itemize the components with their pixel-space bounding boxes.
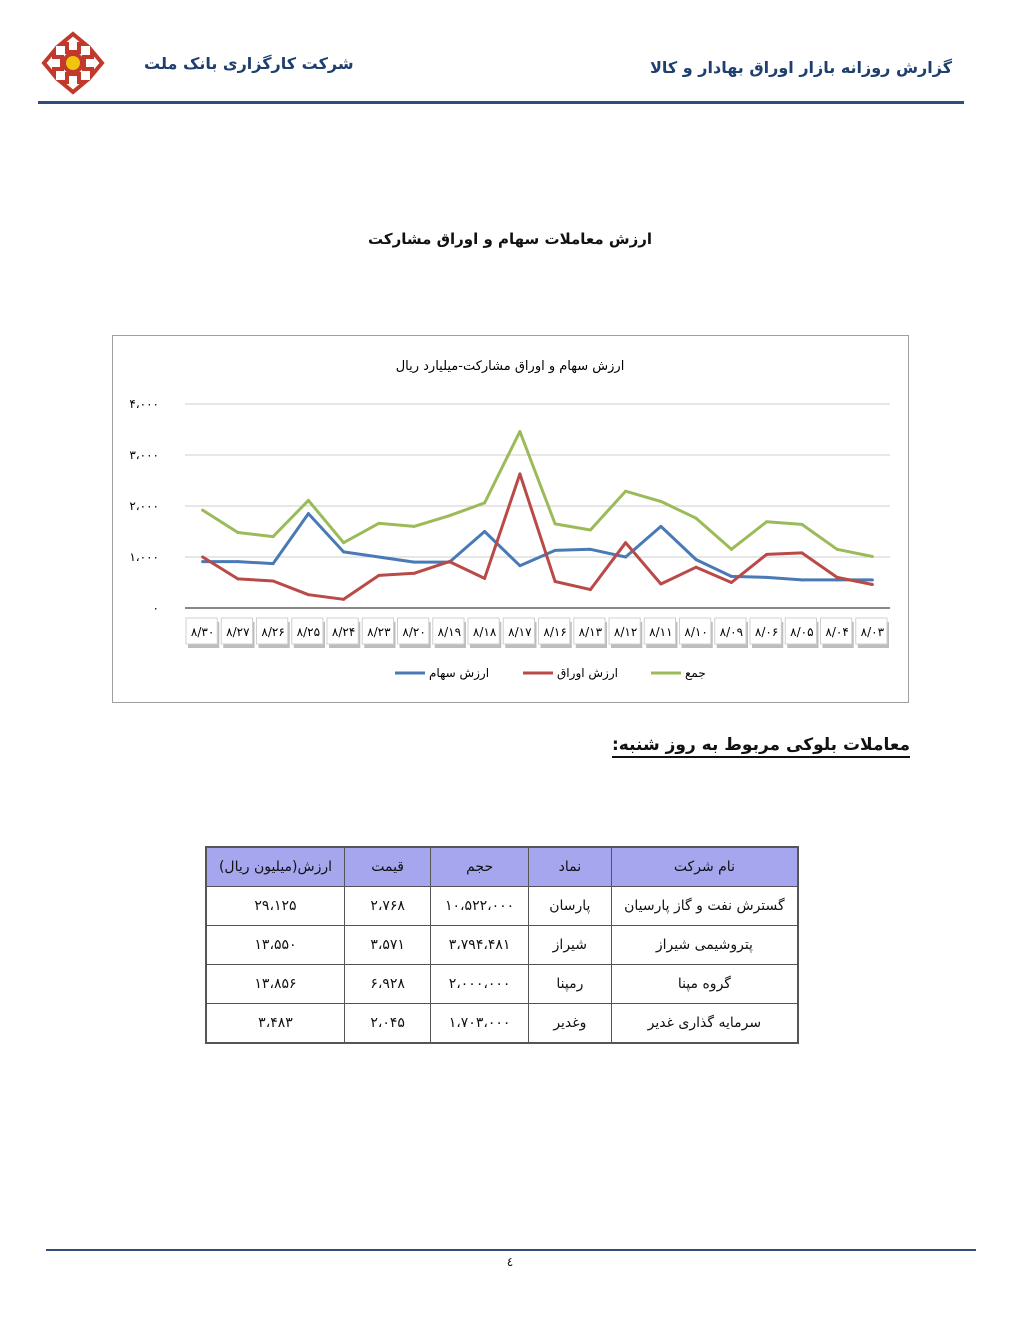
data-point [272,562,275,565]
data-point [695,566,698,569]
series-line-2 [203,474,873,599]
x-tick-label: ۸/۰۹ [719,625,744,639]
data-point [836,576,839,579]
cell-company: سرمایه گذاری غدیر [611,1004,798,1044]
data-point [236,577,239,580]
block-trades-table [205,846,799,1044]
y-tick-label: ۴،۰۰۰ [129,397,159,411]
cell-price: ۲،۰۴۵ [344,1004,430,1044]
data-point [659,500,662,503]
table-header-row [206,847,798,887]
x-tick-label: ۸/۱۸ [472,625,497,639]
cell-volume: ۱،۷۰۳،۰۰۰ [431,1004,529,1044]
table-row [206,926,798,965]
header-volume: حجم [431,847,529,887]
data-point [554,580,557,583]
y-tick-label: ۳،۰۰۰ [129,448,159,462]
data-point [730,581,733,584]
legend-label: ارزش اوراق [557,666,618,680]
cell-symbol: پارسان [528,887,611,926]
data-point [448,560,451,563]
x-tick-label: ۸/۱۱ [649,625,673,639]
data-point [624,490,627,493]
y-tick-label: ۰ [152,601,159,615]
data-point [871,555,874,558]
cell-volume: ۱۰،۵۲۲،۰۰۰ [431,887,529,926]
data-point [765,520,768,523]
header-divider [38,101,964,104]
data-point [589,588,592,591]
data-point [272,535,275,538]
cell-value: ۲۹،۱۲۵ [206,887,344,926]
x-tick-label: ۸/۲۰ [402,625,426,639]
cell-company: پتروشیمی شیراز [611,926,798,965]
data-point [624,556,627,559]
data-point [342,550,345,553]
data-point [413,525,416,528]
data-point [765,553,768,556]
line-chart [112,335,909,703]
x-tick-label: ۸/۱۳ [578,625,603,639]
x-tick-label: ۸/۱۲ [613,625,638,639]
block-trades-title: معاملات بلوکی مربوط به روز شنبه: [612,735,910,758]
footer-divider [46,1249,976,1251]
data-point [272,579,275,582]
table-row [206,887,798,926]
data-point [554,549,557,552]
cell-price: ۲،۷۶۸ [344,887,430,926]
data-point [342,598,345,601]
data-point [518,564,521,567]
x-tick-label: ۸/۰۵ [790,625,814,639]
data-point [730,575,733,578]
x-tick-label: ۸/۱۰ [684,625,708,639]
x-tick-label: ۸/۱۹ [437,625,462,639]
header-symbol: نماد [528,847,611,887]
cell-volume: ۳،۷۹۴،۴۸۱ [431,926,529,965]
data-point [236,531,239,534]
data-point [483,577,486,580]
data-point [413,572,416,575]
data-point [377,522,380,525]
data-point [201,560,204,563]
table-row [206,965,798,1004]
data-point [307,499,310,502]
data-point [236,560,239,563]
data-point [201,556,204,559]
data-point [307,512,310,515]
table-row [206,1004,798,1044]
y-tick-label: ۲،۰۰۰ [129,499,159,513]
cell-volume: ۲،۰۰۰،۰۰۰ [431,965,529,1004]
x-tick-label: ۸/۳۰ [190,625,215,639]
data-point [836,548,839,551]
x-tick-label: ۸/۱۶ [543,625,567,639]
data-point [765,576,768,579]
cell-value: ۳،۴۸۳ [206,1004,344,1044]
legend-label: ارزش سهام [429,666,490,680]
data-point [483,530,486,533]
cell-value: ۱۳،۵۵۰ [206,926,344,965]
x-tick-label: ۸/۲۵ [296,625,321,639]
cell-price: ۳،۵۷۱ [344,926,430,965]
data-point [377,574,380,577]
x-tick-label: ۸/۰۳ [860,625,885,639]
data-point [342,541,345,544]
header-value: ارزش(میلیون ریال) [206,847,344,887]
data-point [518,472,521,475]
x-tick-label: ۸/۲۶ [261,625,285,639]
data-point [483,501,486,504]
data-point [730,548,733,551]
data-point [413,561,416,564]
cell-company: گروه مپنا [611,965,798,1004]
bank-mellat-logo [40,30,106,96]
chart-title: ارزش سهام و اوراق مشارکت-میلیارد ریال [395,359,625,374]
data-point [201,509,204,512]
data-point [624,541,627,544]
data-point [589,548,592,551]
cell-symbol: شیراز [528,926,611,965]
data-point [448,514,451,517]
x-tick-label: ۸/۱۷ [508,625,532,639]
data-point [871,583,874,586]
legend-label: جمع [685,666,706,680]
cell-value: ۱۳،۸۵۶ [206,965,344,1004]
section-title: ارزش معاملات سهام و اوراق مشارکت [367,230,653,248]
chart-svg [113,336,908,702]
data-point [695,517,698,520]
data-point [800,523,803,526]
data-point [589,528,592,531]
series-line-3 [203,432,873,557]
data-point [800,578,803,581]
header-company: نام شرکت [611,847,798,887]
data-point [307,593,310,596]
cell-symbol: رمپنا [528,965,611,1004]
x-tick-label: ۸/۲۴ [331,625,356,639]
data-point [695,558,698,561]
header-price: قیمت [344,847,430,887]
cell-price: ۶،۹۲۸ [344,965,430,1004]
data-point [377,556,380,559]
data-point [871,578,874,581]
x-tick-label: ۸/۰۶ [754,625,779,639]
data-point [659,583,662,586]
company-name: شرکت کارگزاری بانک ملت [144,54,354,73]
x-tick-label: ۸/۲۳ [367,625,391,639]
cell-symbol: وغدیر [528,1004,611,1044]
cell-company: گسترش نفت و گاز پارسیان [611,887,798,926]
data-point [554,522,557,525]
report-title: گزارش روزانه بازار اوراق بهادار و کالا [649,58,952,77]
y-tick-label: ۱،۰۰۰ [129,550,159,564]
data-point [800,551,803,554]
data-point [518,430,521,433]
x-tick-label: ۸/۲۷ [226,625,250,639]
x-tick-label: ۸/۰۴ [825,625,849,639]
page-number: ٤ [506,1255,514,1269]
data-point [659,525,662,528]
